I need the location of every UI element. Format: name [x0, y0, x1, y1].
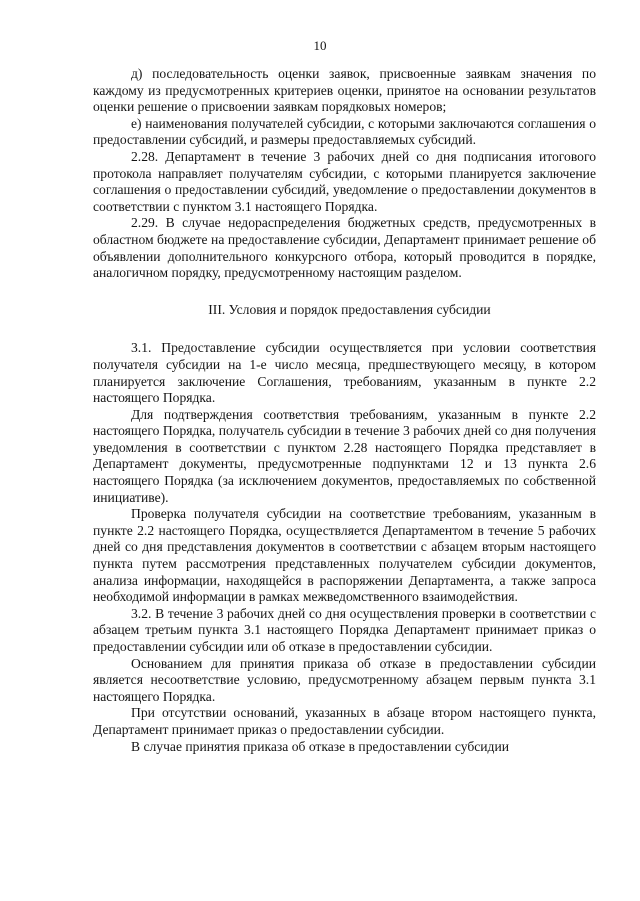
paragraph-3-2: 3.2. В течение 3 рабочих дней со дня осуществления проверки в соответствии с абзацем третьим пункта 3.1 настоящего Порядка Департамент принимает приказ о предоставлении субсидии или об отказе в предоставлении субсидии. [93, 605, 596, 654]
paragraph-item-d: д) последовательность оценки заявок, присвоенные заявкам значения по каждому из предусмотренных критериев оценки, принятое на основании результатов оценки решение о присвоении заявкам порядковых номеров; [93, 66, 596, 115]
paragraph-2-29: 2.29. В случае недораспределения бюджетных средств, предусмотренных в областном бюджете на предоставление субсидии, Департамент принимает решение об объявлении дополнительного конкурсного отбора, который проводится в порядке, аналогичном порядку, предусмотренному настоящим разделом. [93, 215, 596, 281]
section-heading: III. Условия и порядок предоставления субсидии [208, 301, 491, 317]
paragraph-refusal-basis: Основанием для принятия приказа об отказе в предоставлении субсидии является несоответствие условию, предусмотренному абзацем первым пункта 3.1 настоящего Порядка. [93, 655, 596, 704]
page-number: 10 [313, 38, 327, 53]
paragraph-confirmation: Для подтверждения соответствия требованиям, указанным в пункте 2.2 настоящего Порядка, получатель субсидии в течение 3 рабочих дней со дня получения уведомления в соответствии с пунктом 2.28 настоящего Порядка представляет в Департамент документы, предусмотренные подпунктами 12 и 13 пункта 2.6 настоящего Порядка (за исключением документов, предоставляемых по собственной инициативе). [93, 406, 596, 505]
paragraph-refusal-case: В случае принятия приказа об отказе в предоставлении субсидии [131, 738, 510, 754]
paragraph-2-28: 2.28. Департамент в течение 3 рабочих дней со дня подписания итогового протокола направляет получателям субсидии, с которыми планируется заключение соглашения о предоставлении субсидий, уведомление о предоставлении документов в соответствии с пунктом 3.1 настоящего Порядка. [93, 148, 596, 214]
document-body [93, 66, 596, 755]
paragraph-item-e: е) наименования получателей субсидии, с которыми заключаются соглашения о предоставлении субсидий, и размеры предоставляемых субсидий. [93, 115, 596, 148]
paragraph-verification: Проверка получателя субсидии на соответствие требованиям, указанным в пункте 2.2 настоящего Порядка, осуществляется Департаментом в течение 5 рабочих дней со дня представления документов в соответствии с абзацем вторым настоящего пункта путем рассмотрения представленных получателем субсидии документов, анализа информации, находящейся в распоряжении Департамента, а также запроса необходимой информации в рамках межведомственного взаимодействия. [93, 506, 596, 605]
paragraph-no-grounds: При отсутствии оснований, указанных в абзаце втором настоящего пункта, Департамент принимает приказ о предоставлении субсидии. [93, 705, 596, 737]
paragraph-3-1: 3.1. Предоставление субсидии осуществляется при условии соответствия получателя субсидии на 1-е число месяца, предшествующего месяцу, в котором планируется заключение Соглашения, требованиям, указанным в пункте 2.2 настоящего Порядка. [93, 340, 596, 406]
